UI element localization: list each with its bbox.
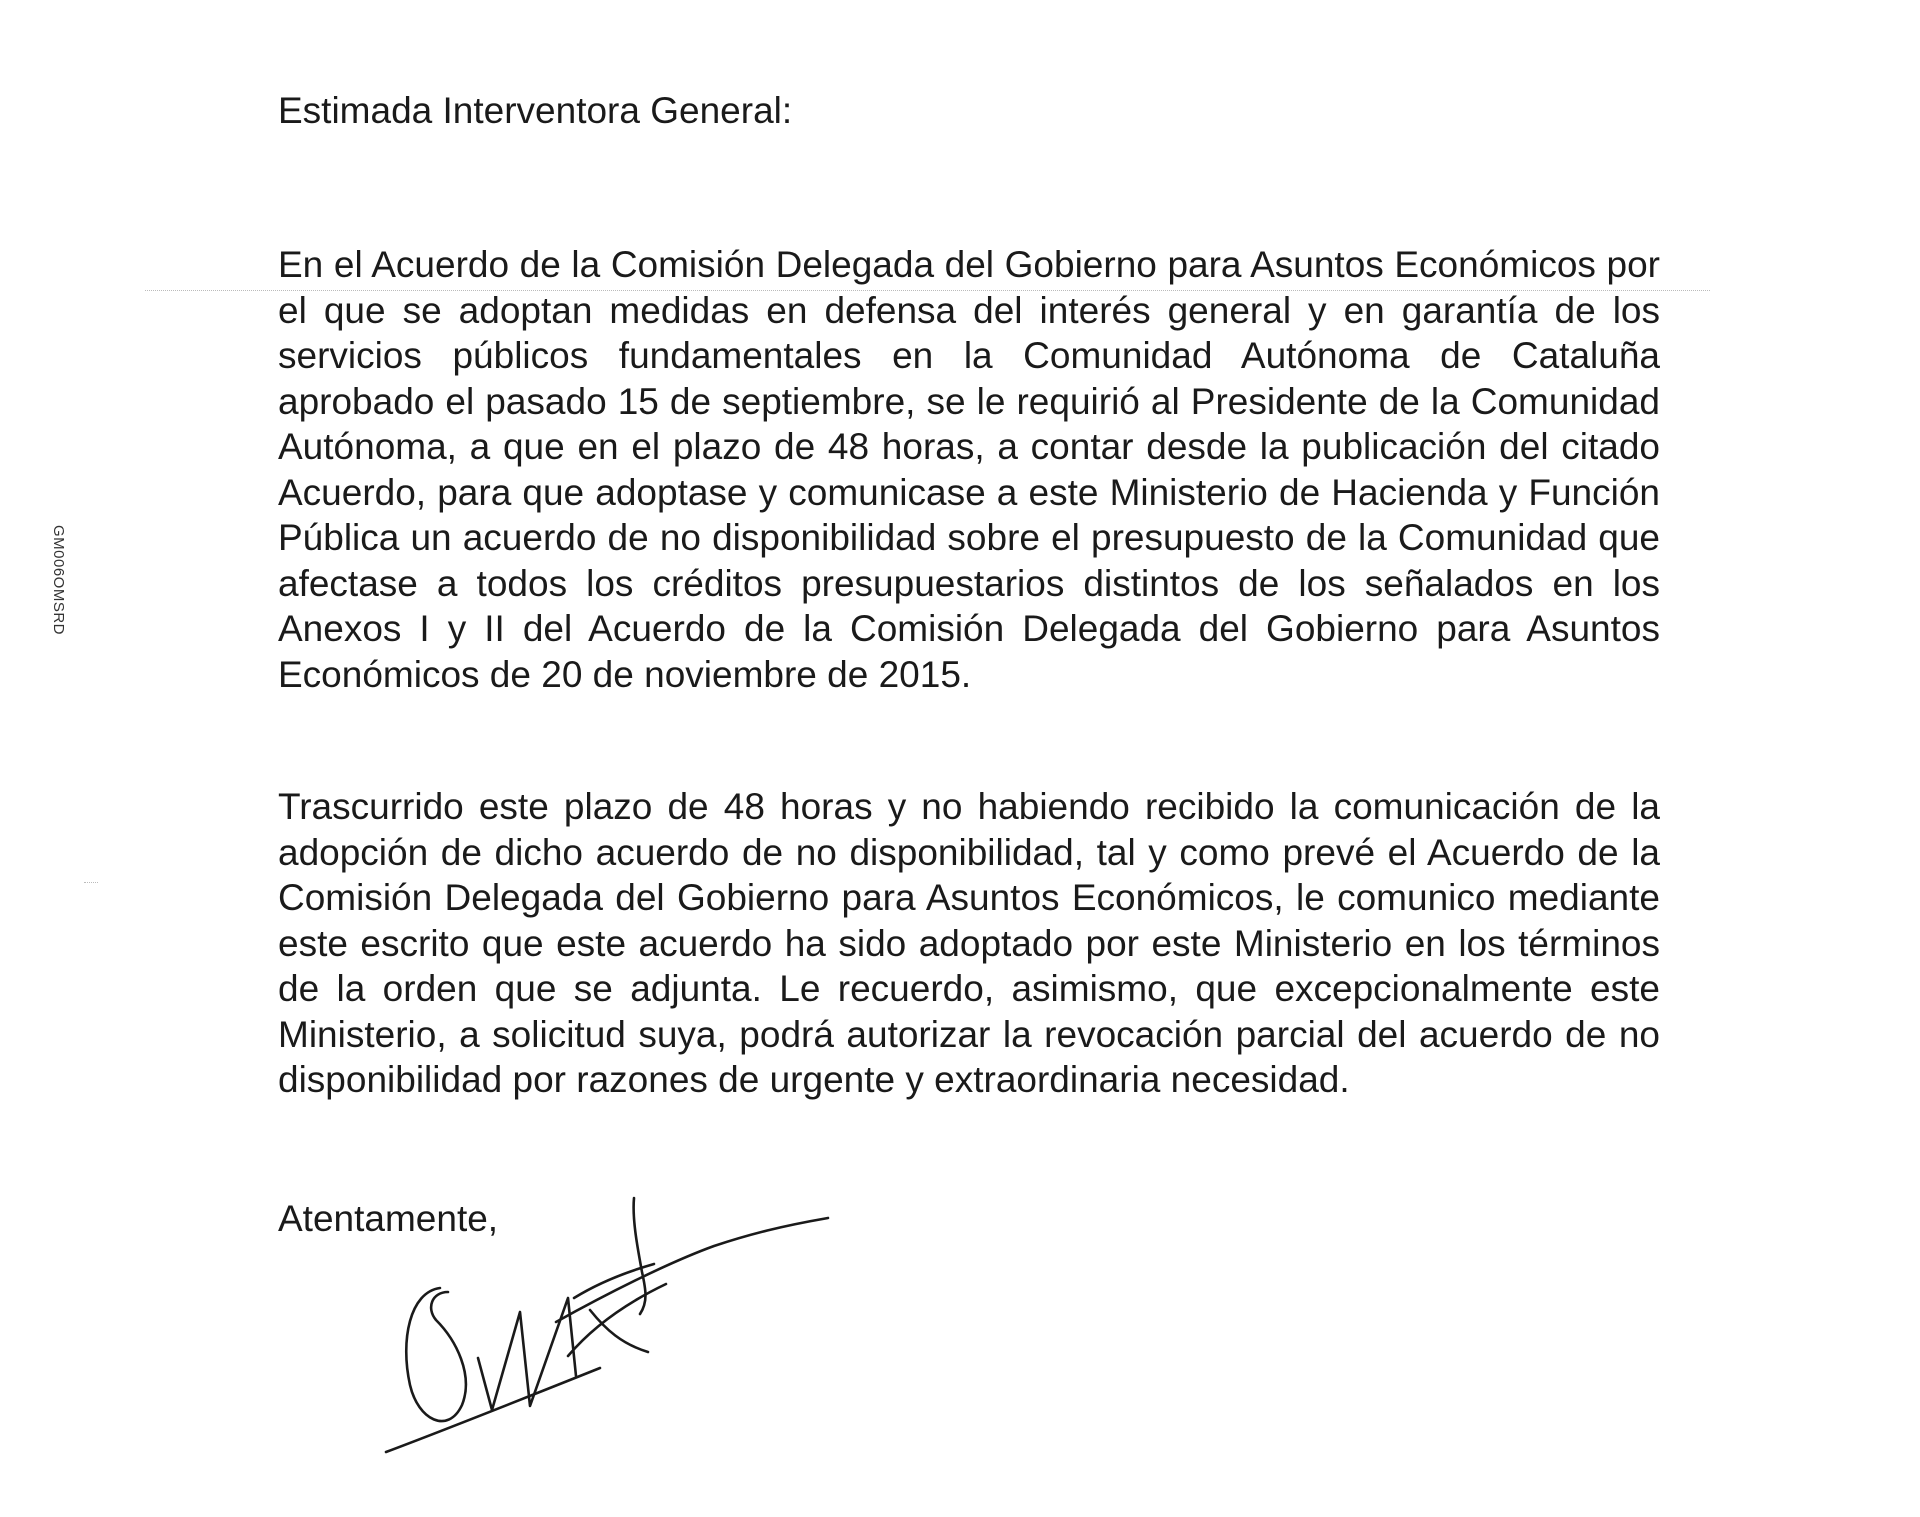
body-paragraph-1: En el Acuerdo de la Comisión Delegada del Gobierno para Asuntos Económicos por el que se adoptan medidas en defensa del interés general y en garantía de los servicios públicos fundamentales en la Comunidad Autónoma de Cataluña aprobado el pasado 15 de septiembre, se le requirió al Presidente de la Comunidad Autónoma, a que en el plazo de 48 horas, a contar desde la publicación del citado Acuerdo, para que adoptase y comunicase a este Ministerio de Hacienda y Función Pública un acuerdo de no disponibilidad sobre el presupuesto de la Comunidad que afectase a todos los créditos presupuestarios distintos de los señalados en los Anexos I y II del Acuerdo de la Comisión Delegada del Gobierno para Asuntos Económicos de 20 de noviembre de 2015. <box>278 244 1660 695</box>
body-paragraph-2: Trascurrido este plazo de 48 horas y no habiendo recibido la comunicación de la adopción de dicho acuerdo de no disponibilidad, tal y como prevé el Acuerdo de la Comisión Delegada del Gobierno para Asuntos Económicos, le comunico mediante este escrito que este acuerdo ha sido adoptado por este Ministerio en los términos de la orden que se adjunta. Le recuerdo, asimismo, que excepcionalmente este Ministerio, a solicitud suya, podrá autorizar la revocación parcial del acuerdo de no disponibilidad por razones de urgente y extraordinaria necesidad. <box>278 786 1660 1100</box>
handwritten-signature <box>370 1180 850 1470</box>
punch-mark <box>84 882 98 883</box>
closing-text: Atentamente, <box>278 1198 499 1239</box>
salutation: Estimada Interventora General: <box>278 90 793 131</box>
side-reference-code: GM006OMSRD <box>50 524 67 636</box>
